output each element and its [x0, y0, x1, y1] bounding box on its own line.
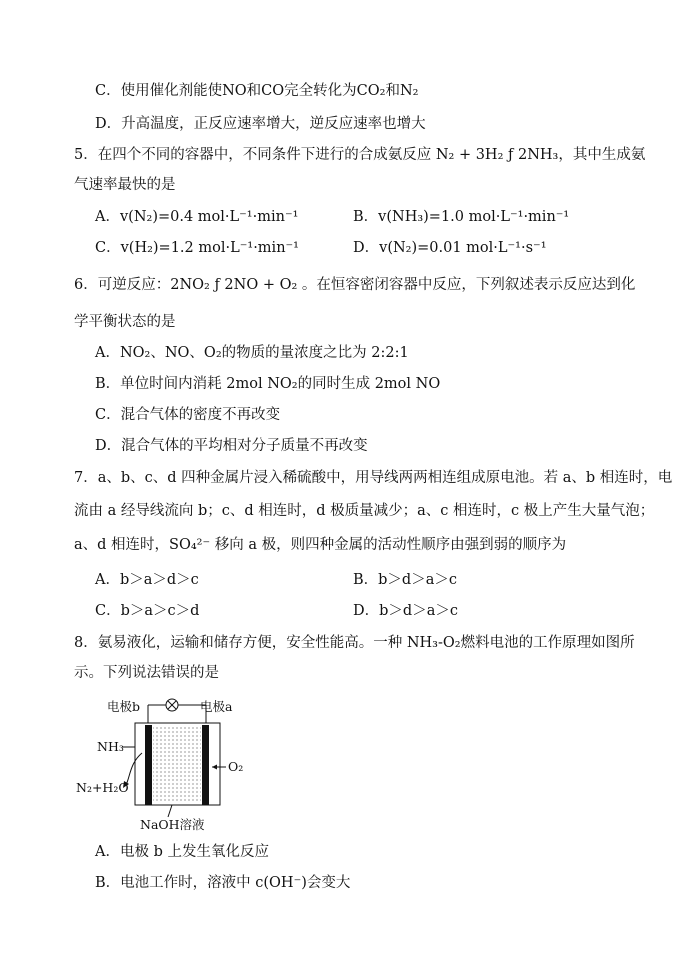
- q5-option-b: B．v(NH₃)=1.0 mol·L⁻¹·min⁻¹: [353, 209, 570, 225]
- electrode-b-label: 电极b: [107, 699, 141, 714]
- q7-stem-line2: 流由 a 经导线流向 b；c、d 相连时，d 极质量减少；a、c 相连时，c 极上产生大量气泡；: [74, 503, 655, 519]
- q7-option-c: C．b＞a＞c＞d: [95, 603, 200, 619]
- q8-option-b: B．电池工作时，溶液中 c(OH⁻)会变大: [95, 875, 351, 891]
- electrode-a-label: 电极a: [200, 699, 233, 714]
- q7-option-a: A．b＞a＞d＞c: [95, 572, 199, 588]
- nh3-label: NH₃: [97, 739, 124, 754]
- electrode-a: [202, 725, 209, 805]
- q4-option-d: D．升高温度，正反应速率增大，逆反应速率也增大: [95, 116, 426, 132]
- q7-option-b: B．b＞d＞a＞c: [353, 572, 457, 588]
- q8-stem-line2: 示。下列说法错误的是: [74, 665, 219, 681]
- q5-stem-line1: 5．在四个不同的容器中，不同条件下进行的合成氨反应 N₂ + 3H₂ ƒ 2NH₃，其中生成氨: [74, 147, 646, 163]
- q5-option-d: D．v(N₂)=0.01 mol·L⁻¹·s⁻¹: [353, 240, 547, 256]
- o2-label: O₂: [228, 759, 244, 774]
- q6-option-a: A．NO₂、NO、O₂的物质的量浓度之比为 2:2:1: [95, 345, 409, 361]
- q6-option-d: D．混合气体的平均相对分子质量不再改变: [95, 438, 368, 454]
- q6-option-b: B．单位时间内消耗 2mol NO₂的同时生成 2mol NO: [95, 376, 441, 392]
- q4-option-c: C．使用催化剂能使NO和CO完全转化为CO₂和N₂: [95, 83, 419, 99]
- q7-option-d: D．b＞d＞a＞c: [353, 603, 458, 619]
- q5-option-c: C．v(H₂)=1.2 mol·L⁻¹·min⁻¹: [95, 240, 299, 256]
- q8-stem-line1: 8．氨易液化，运输和储存方便，安全性能高。一种 NH₃-O₂燃料电池的工作原理如图所: [74, 635, 635, 651]
- q8-option-a: A．电极 b 上发生氧化反应: [95, 844, 269, 860]
- q6-stem-line1: 6．可逆反应：2NO₂ ƒ 2NO + O₂ 。在恒容密闭容器中反应，下列叙述表示反应达到化: [74, 277, 636, 293]
- q5-stem-line2: 气速率最快的是: [74, 177, 176, 193]
- electrolyte-label: NaOH溶液: [140, 817, 205, 832]
- fuel-cell-diagram: [60, 695, 320, 835]
- electrode-b: [145, 725, 152, 805]
- q6-stem-line2: 学平衡状态的是: [74, 314, 176, 330]
- products-label: N₂+H₂O: [76, 780, 129, 795]
- q7-stem-line1: 7．a、b、c、d 四种金属片浸入稀硫酸中，用导线两两相连组成原电池。若 a、b 相连时，电: [74, 470, 673, 486]
- q7-stem-line3: a、d 相连时，SO₄²⁻ 移向 a 极，则四种金属的活动性顺序由强到弱的顺序为: [74, 537, 567, 553]
- q5-option-a: A．v(N₂)=0.4 mol·L⁻¹·min⁻¹: [95, 209, 299, 225]
- q6-option-c: C．混合气体的密度不再改变: [95, 407, 281, 423]
